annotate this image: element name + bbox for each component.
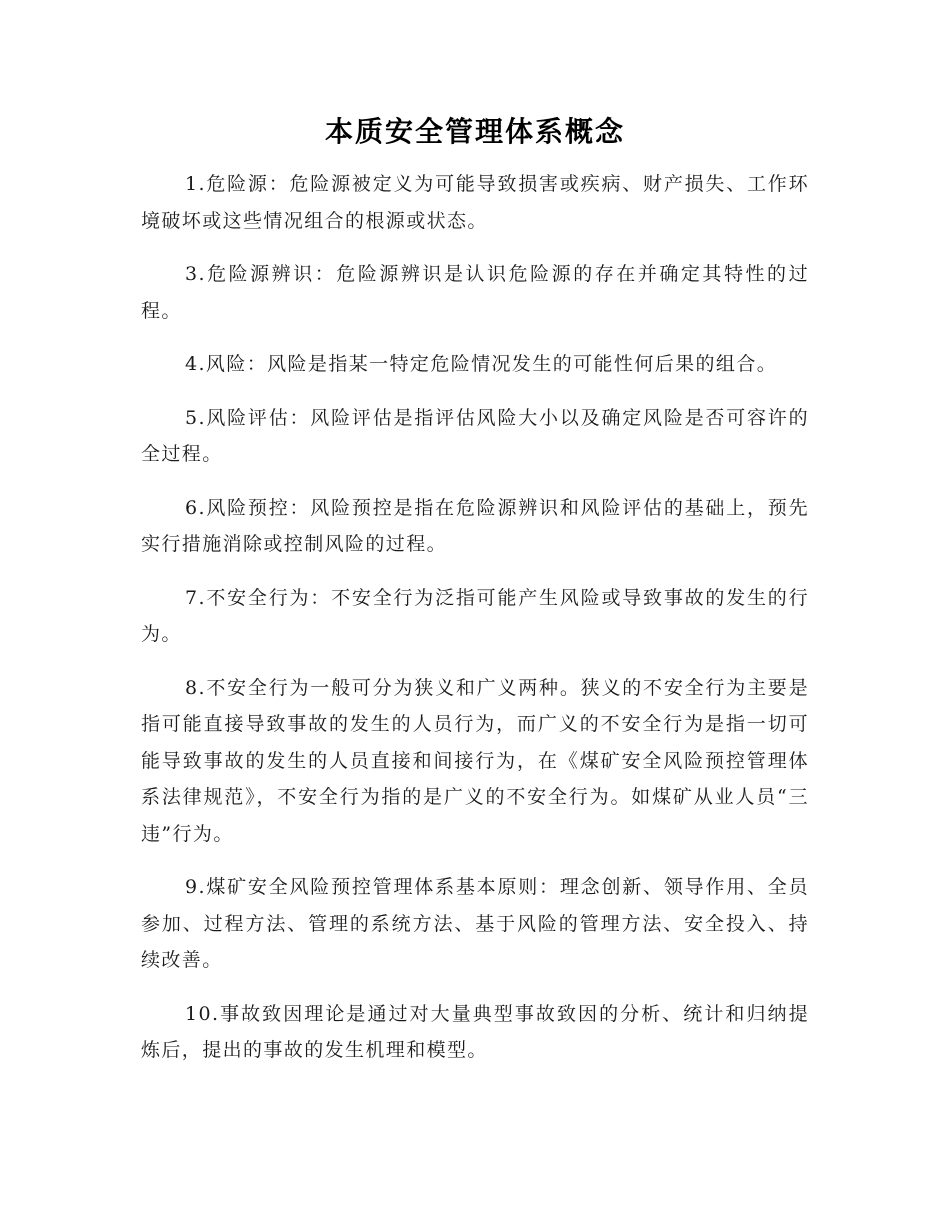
paragraph-risk: 4.风险：风险是指某一特定危险情况发生的可能性何后果的组合。	[185, 353, 778, 375]
paragraph-hazard-source: 1.危险源：危险源被定义为可能导致损害或疾病、财产损失、工作环境破坏或这些情况组合的根源或状态。	[141, 173, 809, 232]
document-body	[141, 166, 809, 1086]
paragraph-risk-assessment: 5.风险评估：风险评估是指评估风险大小以及确定风险是否可容许的全过程。	[141, 406, 809, 465]
paragraph-risk-precontrol: 6.风险预控：风险预控是指在危险源辨识和风险评估的基础上，预先实行措施消除或控制风险的过程。	[141, 496, 809, 555]
paragraph-hazard-identification: 3.危险源辨识：危险源辨识是认识危险源的存在并确定其特性的过程。	[141, 263, 809, 322]
paragraph-unsafe-behavior: 7.不安全行为：不安全行为泛指可能产生风险或导致事故的发生的行为。	[141, 586, 809, 645]
paragraph-basic-principles: 9.煤矿安全风险预控管理体系基本原则：理念创新、领导作用、全员参加、过程方法、管理的系统方法、基于风险的管理方法、安全投入、持续改善。	[141, 876, 809, 971]
paragraph-unsafe-behavior-types: 8.不安全行为一般可分为狭义和广义两种。狭义的不安全行为主要是指可能直接导致事故的发生的人员行为，而广义的不安全行为是指一切可能导致事故的发生的人员直接和间接行为，在《煤矿安全风险预控管理体系法律规范》，不安全行为指的是广义的不安全行为。如煤矿从业人员“三违”行为。	[141, 676, 809, 845]
paragraph-accident-causation-theory: 10.事故致因理论是通过对大量典型事故致因的分析、统计和归纳提炼后，提出的事故的发生机理和模型。	[141, 1002, 809, 1061]
document-title: 本质安全管理体系概念	[324, 115, 625, 148]
